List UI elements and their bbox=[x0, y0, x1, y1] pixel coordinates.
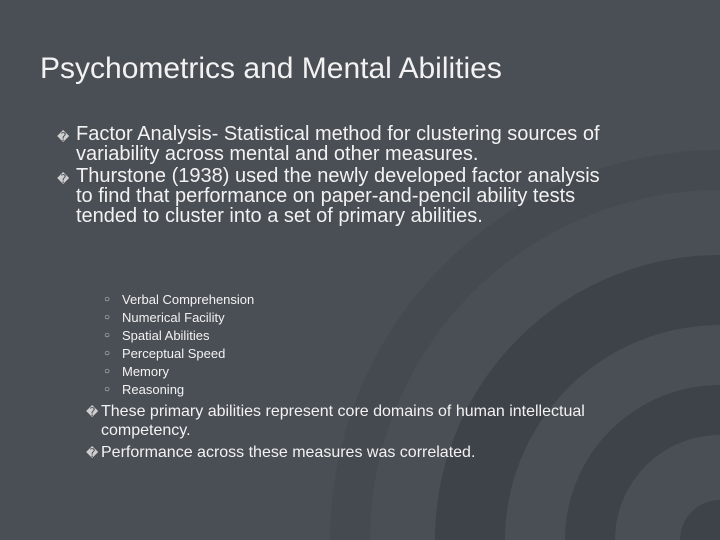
ring-bullet-icon: ○ bbox=[104, 348, 111, 359]
tail-bullet-text: Performance across these measures was correlated. bbox=[101, 444, 476, 461]
ring-bullet-icon: ○ bbox=[104, 312, 111, 323]
main-bullet bbox=[57, 123, 620, 165]
sub-bullet-list bbox=[104, 291, 254, 399]
sub-bullet bbox=[104, 363, 254, 381]
bullet-icon: � bbox=[57, 172, 70, 186]
slide-title: Psychometrics and Mental Abilities bbox=[40, 52, 502, 85]
sub-bullet bbox=[104, 327, 254, 345]
tail-bullet-list bbox=[86, 402, 646, 465]
main-bullet bbox=[57, 165, 620, 227]
bullet-text: Thurstone (1938) used the newly developed factor analysis to find that performance on paper-and-pencil ability tests tended to cluster into a set of primary abilities. bbox=[76, 165, 600, 227]
sub-bullet bbox=[104, 291, 254, 309]
sub-bullet bbox=[104, 309, 254, 327]
main-bullet-list bbox=[57, 123, 620, 228]
bullet-text: Factor Analysis- Statistical method for clustering sources of variability across mental and other measures. bbox=[76, 123, 600, 165]
sub-bullet-text: Verbal Comprehension bbox=[122, 292, 255, 307]
sub-bullet-text: Memory bbox=[122, 364, 169, 379]
sub-bullet bbox=[104, 345, 254, 363]
tail-bullet bbox=[86, 402, 646, 440]
sub-bullet-text: Numerical Facility bbox=[122, 310, 225, 325]
tail-bullet bbox=[86, 443, 646, 462]
ring-bullet-icon: ○ bbox=[104, 366, 111, 377]
ring-bullet-icon: ○ bbox=[104, 330, 111, 341]
sub-bullet-text: Perceptual Speed bbox=[122, 346, 226, 361]
sub-bullet-text: Spatial Abilities bbox=[122, 328, 210, 343]
tail-bullet-text: These primary abilities represent core domains of human intellectual competency. bbox=[101, 403, 585, 439]
bullet-icon: � bbox=[86, 405, 99, 419]
bullet-icon: � bbox=[86, 446, 99, 460]
ring-bullet-icon: ○ bbox=[104, 384, 111, 395]
sub-bullet-text: Reasoning bbox=[122, 382, 185, 397]
ring-bullet-icon: ○ bbox=[104, 294, 111, 305]
bullet-icon: � bbox=[57, 130, 70, 144]
sub-bullet bbox=[104, 381, 254, 399]
